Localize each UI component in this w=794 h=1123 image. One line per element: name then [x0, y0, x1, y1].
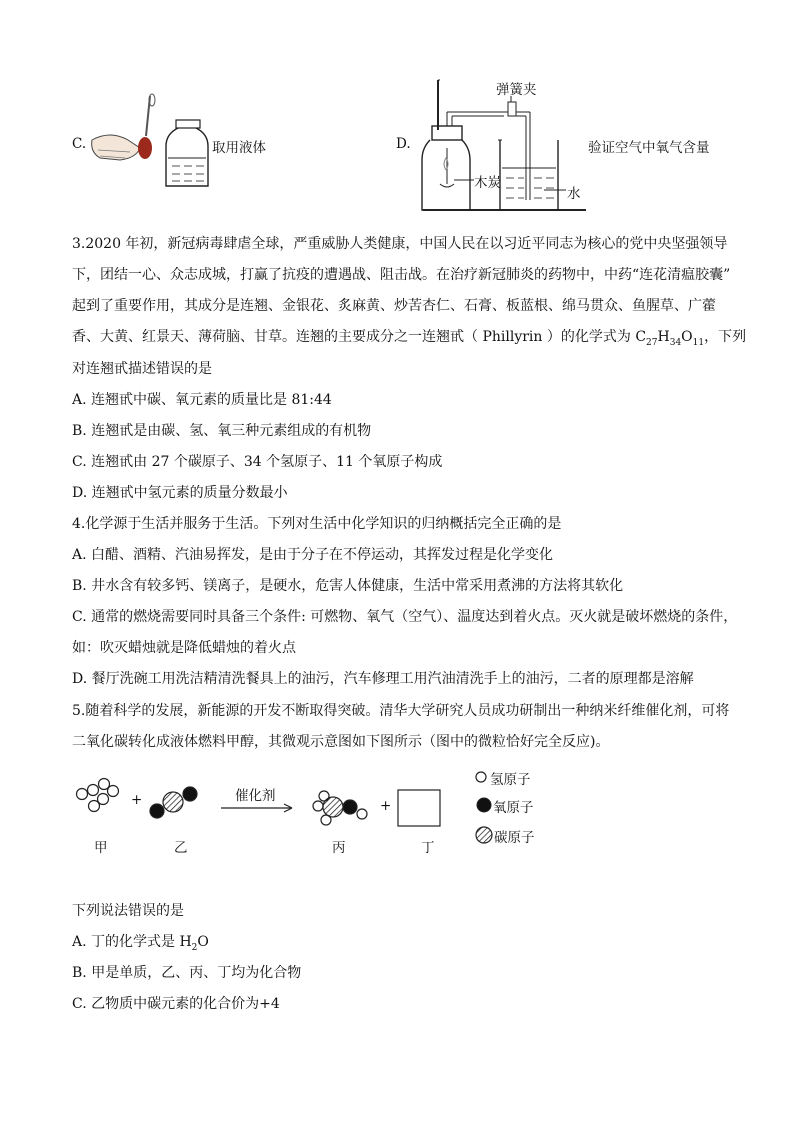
molecule-jia [77, 779, 119, 812]
q3-stem-line-3: 起到了重要作用，其成分是连翘、金银花、炙麻黄、炒苦杏仁、石膏、板蓝根、绵马贯众、鱼腥草、广藿 [72, 298, 716, 314]
q5-option-b: B. 甲是单质，乙、丙、丁均为化合物 [72, 965, 302, 981]
q3-stem-line-4 [72, 327, 746, 347]
q5-option-c: C. 乙物质中碳元素的化合价为+4 [72, 996, 280, 1012]
label-ding: 丁 [421, 840, 435, 856]
molecule-bing [313, 791, 367, 825]
label-bing: 丙 [332, 840, 346, 856]
q4-option-a: A. 白醋、酒精、汽油易挥发，是由于分子在不停运动，其挥发过程是化学变化 [72, 547, 554, 563]
plus-sign-1: + [131, 792, 143, 808]
q3-stem-line-5: 对连翘甙描述错误的是 [72, 361, 212, 377]
option-c-letter: C. [72, 136, 87, 152]
figure-top [0, 0, 794, 220]
q5-stem-line-1: 5.随着科学的发展，新能源的开发不断取得突破。清华大学研究人员成功研制出一种纳米纤维催化剂，可将 [72, 703, 730, 719]
option-c-caption: 取用液体 [212, 140, 266, 156]
molecule-ding-box [398, 790, 440, 826]
label-water: 水 [567, 186, 581, 202]
reaction-diagram [0, 760, 794, 860]
option-d-letter: D. [396, 136, 411, 152]
q4-option-d: D. 餐厅洗碗工用洗洁精清洗餐具上的油污，汽车修理工用汽油清洗手上的油污，二者的原理都是溶解 [72, 671, 694, 687]
q3-option-b: B. 连翘甙是由碳、氢、氧三种元素组成的有机物 [72, 423, 372, 439]
molecule-yi [150, 787, 197, 818]
q4-option-c-cont: 如：吹灭蜡烛就是降低蜡烛的着火点 [72, 640, 296, 656]
q4-option-b: B. 井水含有较多钙、镁离子，是硬水，危害人体健康，生活中常采用煮沸的方法将其软化 [72, 578, 624, 594]
legend-carbon: 碳原子 [494, 830, 535, 846]
reaction-diagram-svg [0, 760, 794, 860]
q3-stem-line-1: 3.2020 年初，新冠病毒肆虐全球，严重威胁人类健康，中国人民在以习近平同志为核心的党中央坚强领导 [72, 236, 728, 252]
label-jia: 甲 [94, 840, 108, 856]
q5-after-diagram: 下列说法错误的是 [72, 903, 184, 919]
q3-option-a: A. 连翘甙中碳、氧元素的质量比是 81:44 [72, 392, 332, 408]
q5-stem-line-2: 二氧化碳转化成液体燃料甲醇，其微观示意图如下图所示（图中的微粒恰好完全反应)。 [72, 734, 610, 750]
label-yi: 乙 [174, 840, 188, 856]
catalyst-label: 催化剂 [235, 788, 276, 804]
q5-option-a: A. 丁的化学式是 $H_2O$ [72, 934, 209, 953]
q3-option-c: C. 连翘甙由 27 个碳原子、34 个氢原子、11 个氧原子构成 [72, 454, 443, 470]
q3-stem-line-4-text: 香、大黄、红景天、薄荷脑、甘草。连翘的主要成分之一连翘甙（ Phillyrin ）的化学式为 [72, 329, 636, 345]
label-spring-clip: 弹簧夹 [496, 82, 537, 98]
q3-stem-line-4-tail: ，下列 [704, 329, 747, 345]
label-charcoal: 木炭 [474, 175, 501, 191]
q4-option-c: C. 通常的燃烧需要同时具备三个条件: 可燃物、氧气（空气）、温度达到着火点。灭火就是破坏燃烧的条件， [72, 609, 738, 625]
q3-option-d: D. 连翘甙中氢元素的质量分数最小 [72, 485, 288, 501]
formula-phillyrin: $C_{27}H_{34}O_{11}$ [635, 329, 705, 348]
plus-sign-2: + [380, 798, 392, 814]
dropper-hand-image [0, 0, 794, 220]
q3-stem-line-2: 下，团结一心、众志成城，打赢了抗疫的遭遇战、阻击战。在治疗新冠肺炎的药物中，中药“连花清瘟胶囊” [72, 267, 731, 283]
legend-oxygen: 氧原子 [493, 800, 534, 816]
legend-hydrogen: 氢原子 [490, 772, 531, 788]
q4-stem: 4.化学源于生活并服务于生活。下列对生活中化学知识的归纳概括完全正确的是 [72, 516, 562, 532]
option-d-caption: 验证空气中氧气含量 [588, 140, 710, 156]
